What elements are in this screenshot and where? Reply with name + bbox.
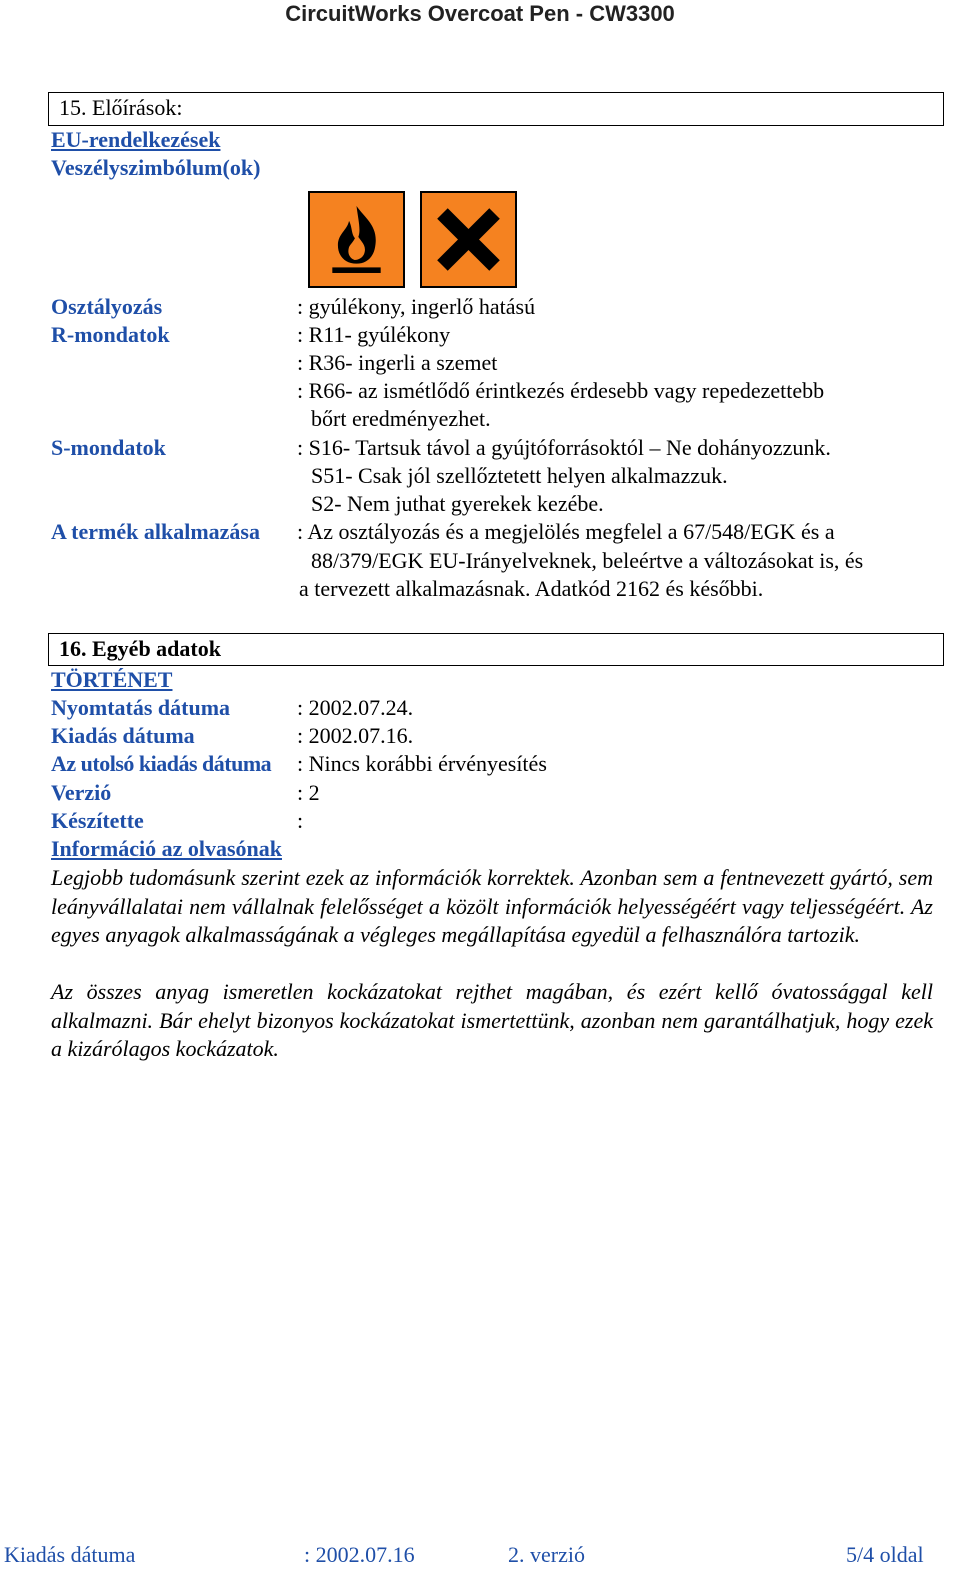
footer-page-number: 5/4 oldal: [846, 1542, 924, 1567]
hazard-symbols-label: Veszélyszimbólum(ok): [51, 155, 261, 180]
section-15-heading-text: 15. Előírások:: [59, 95, 183, 120]
classification-value: : gyúlékony, ingerlő hatású: [297, 294, 536, 319]
reader-info-link[interactable]: Információ az olvasónak: [51, 836, 282, 861]
r-phrases-label: R-mondatok: [51, 322, 170, 347]
issue-date-label: Kiadás dátuma: [51, 723, 195, 748]
version-value: : 2: [297, 780, 320, 805]
last-issue-label: Az utolsó kiadás dátuma: [51, 751, 272, 776]
last-issue-value: : Nincs korábbi érvényesítés: [297, 751, 547, 776]
classification-label: Osztályozás: [51, 294, 163, 319]
reader-info-paragraph: Az összes anyag ismeretlen kockázatokat rejthet magában, és ezért kellő óvatossággal kell alkalmazni. Bár ehelyt bizonyos kockázatokat ismertettünk, azonban nem garantálhatjuk, hogy ezek a kizárólagos kockázatok.: [51, 979, 933, 1061]
version-label: Verzió: [51, 780, 112, 805]
r-phrase-line: : R66- az ismétlődő érintkezés érdesebb vagy repedezettebb: [297, 378, 825, 403]
document-header-title: CircuitWorks Overcoat Pen - CW3300: [285, 1, 675, 26]
s-phrase-line: : S16- Tartsuk távol a gyújtóforrásoktól – Ne dohányozzunk.: [297, 435, 831, 460]
section-16-heading: [48, 633, 944, 666]
footer-version: 2. verzió: [508, 1542, 585, 1567]
product-usage-line: 88/379/EGK EU-Irányelveknek, beleértve a változásokat is, és: [311, 548, 864, 573]
reader-info-paragraph: Legjobb tudomásunk szerint ezek az információk korrektek. Azonban sem a fentnevezett gyártó, sem leányvállalatai nem vállalnak felelősséget a közölt információk helyességéért vagy teljességéért. Az egyes anyagok alkalmasságának a végleges megállapítása egyedül a felhasználóra tartozik.: [51, 865, 933, 947]
issue-date-value: : 2002.07.16.: [297, 723, 414, 748]
product-usage-label: A termék alkalmazása: [51, 519, 260, 544]
footer-issue-label: Kiadás dátuma: [4, 1542, 136, 1567]
section-15-heading: [48, 92, 944, 126]
history-link[interactable]: TÖRTÉNET: [51, 667, 173, 692]
prepared-by-label: Készítette: [51, 808, 144, 833]
s-phrase-line: S2- Nem juthat gyerekek kezébe.: [311, 491, 604, 516]
product-usage-line: a tervezett alkalmazásnak. Adatkód 2162 és későbbi.: [299, 576, 764, 601]
harmful-irritant-icon: [420, 191, 517, 288]
footer-issue-value: : 2002.07.16: [304, 1542, 415, 1567]
section-16-heading-text: 16. Egyéb adatok: [59, 636, 221, 661]
print-date-label: Nyomtatás dátuma: [51, 695, 231, 720]
product-usage-line: : Az osztályozás és a megjelölés megfelel a 67/548/EGK és a: [297, 519, 835, 544]
s-phrases-label: S-mondatok: [51, 435, 166, 460]
print-date-value: : 2002.07.24.: [297, 695, 414, 720]
eu-regulations-link[interactable]: EU-rendelkezések: [51, 127, 221, 152]
prepared-by-value: :: [297, 808, 304, 833]
r-phrase-line: bőrt eredményezhet.: [311, 406, 491, 431]
r-phrase-line: : R11- gyúlékony: [297, 322, 451, 347]
r-phrase-line: : R36- ingerli a szemet: [297, 350, 498, 375]
flammable-icon: [308, 191, 405, 288]
s-phrase-line: S51- Csak jól szellőztetett helyen alkalmazzuk.: [311, 463, 728, 488]
